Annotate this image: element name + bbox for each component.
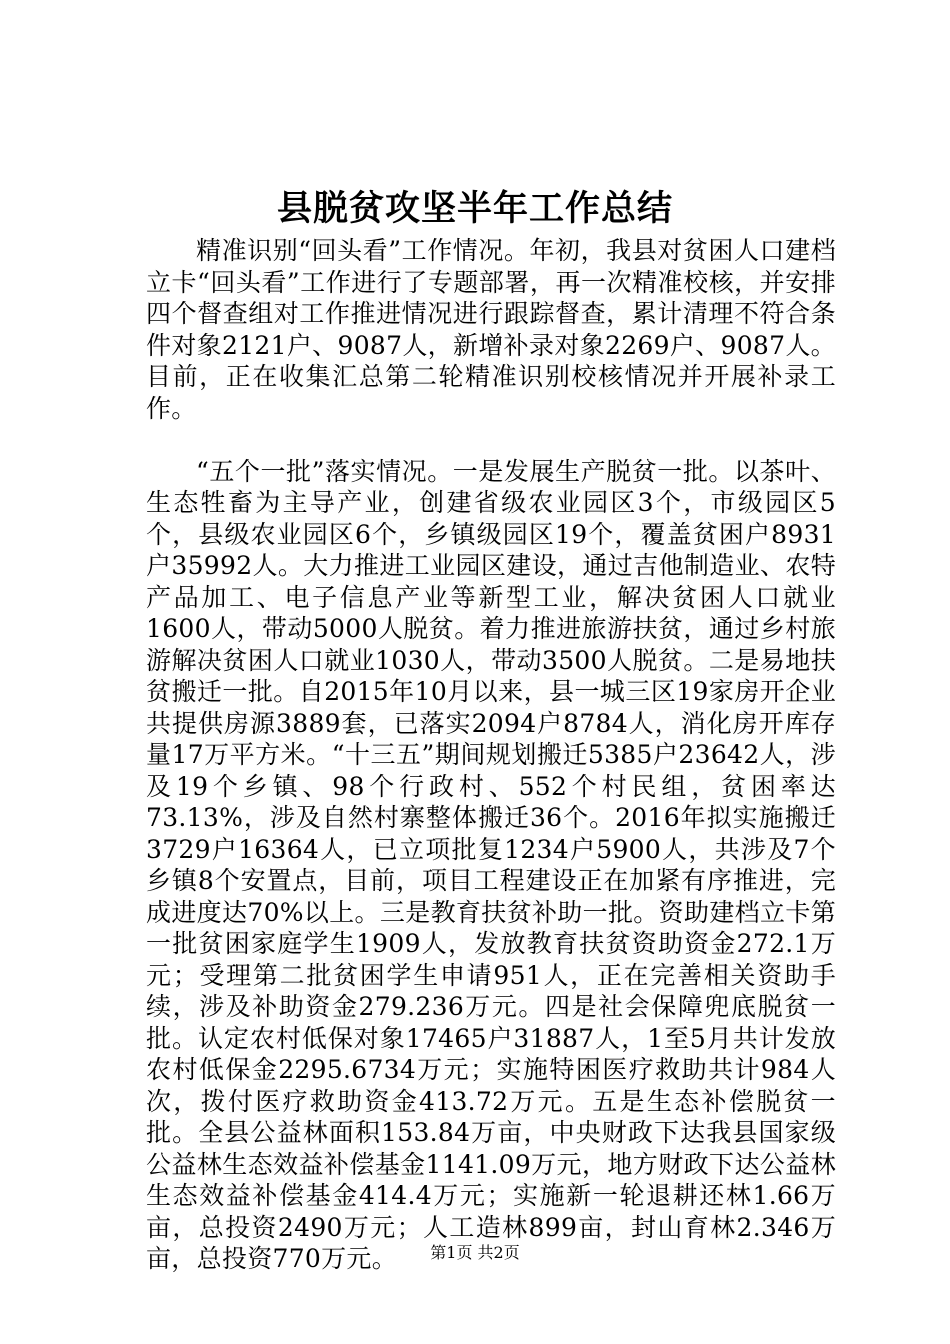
paragraph-five-batches: “五个一批”落实情况。一是发展生产脱贫一批。以茶叶、生态牲畜为主导产业，创建省级农业园区3个，市级园区5个，县级农业园区6个，乡镇级园区19个，覆盖贫困户8931户35992人。大力推进工业园区建设，通过吉他制造业、农特产品加工、电子信息产业等新型工业，解决贫困人口就业1600人，带动5000人脱贫。着力推进旅游扶贫，通过乡村旅游解决贫困人口就业1030人，带动3500人脱贫。二是易地扶贫搬迁一批。自2015年10月以来，县一城三区19家房开企业共提供房源3889套，已落实2094户8784人，消化房开库存量17万平方米。“十三五”期间规划搬迁5385户23642人，涉及19个乡镇、98个行政村、552个村民组，贫困率达73.13%，涉及自然村寨整体搬迁36个。2016年拟实施搬迁3729户16364人，已立项批复1234户5900人，共涉及7个乡镇8个安置点，目前，项目工程建设正在加紧有序推进，完成进度达70%以上。三是教育扶贫补助一批。资助建档立卡第一批贫困家庭学生1909人，发放教育扶贫资助资金272.1万元；受理第二批贫困学生申请951人，正在完善相关资助手续，涉及补助资金279.236万元。四是社会保障兜底脱贫一批。认定农村低保对象17465户31887人，1至5月共计发放农村低保金2295.6734万元；实施特困医疗救助共计984人次，拨付医疗救助资金413.72万元。五是生态补偿脱贫一批。全县公益林面积153.84万亩，中央财政下达我县国家级公益林生态效益补偿基金1141.09万元，地方财政下达公益林生态效益补偿基金414.4万元；实施新一轮退耕还林1.66万亩，总投资2490万元；人工造林899亩，封山育林2.346万亩，总投资770万元。 (146, 456, 836, 1273)
document-title: 县脱贫攻坚半年工作总结 (276, 188, 673, 229)
document-body (146, 235, 836, 1275)
paragraph-precise-identification: 精准识别“回头看”工作情况。年初，我县对贫困人口建档立卡“回头看”工作进行了专题部署，再一次精准校核，并安排四个督查组对工作推进情况进行跟踪督查，累计清理不符合条件对象2121户、9087人，新增补录对象2269户、9087人。目前，正在收集汇总第二轮精准识别校核情况并开展补录工作。 (146, 236, 836, 423)
page-number-footer: 第1页 共2页 (430, 1243, 520, 1262)
